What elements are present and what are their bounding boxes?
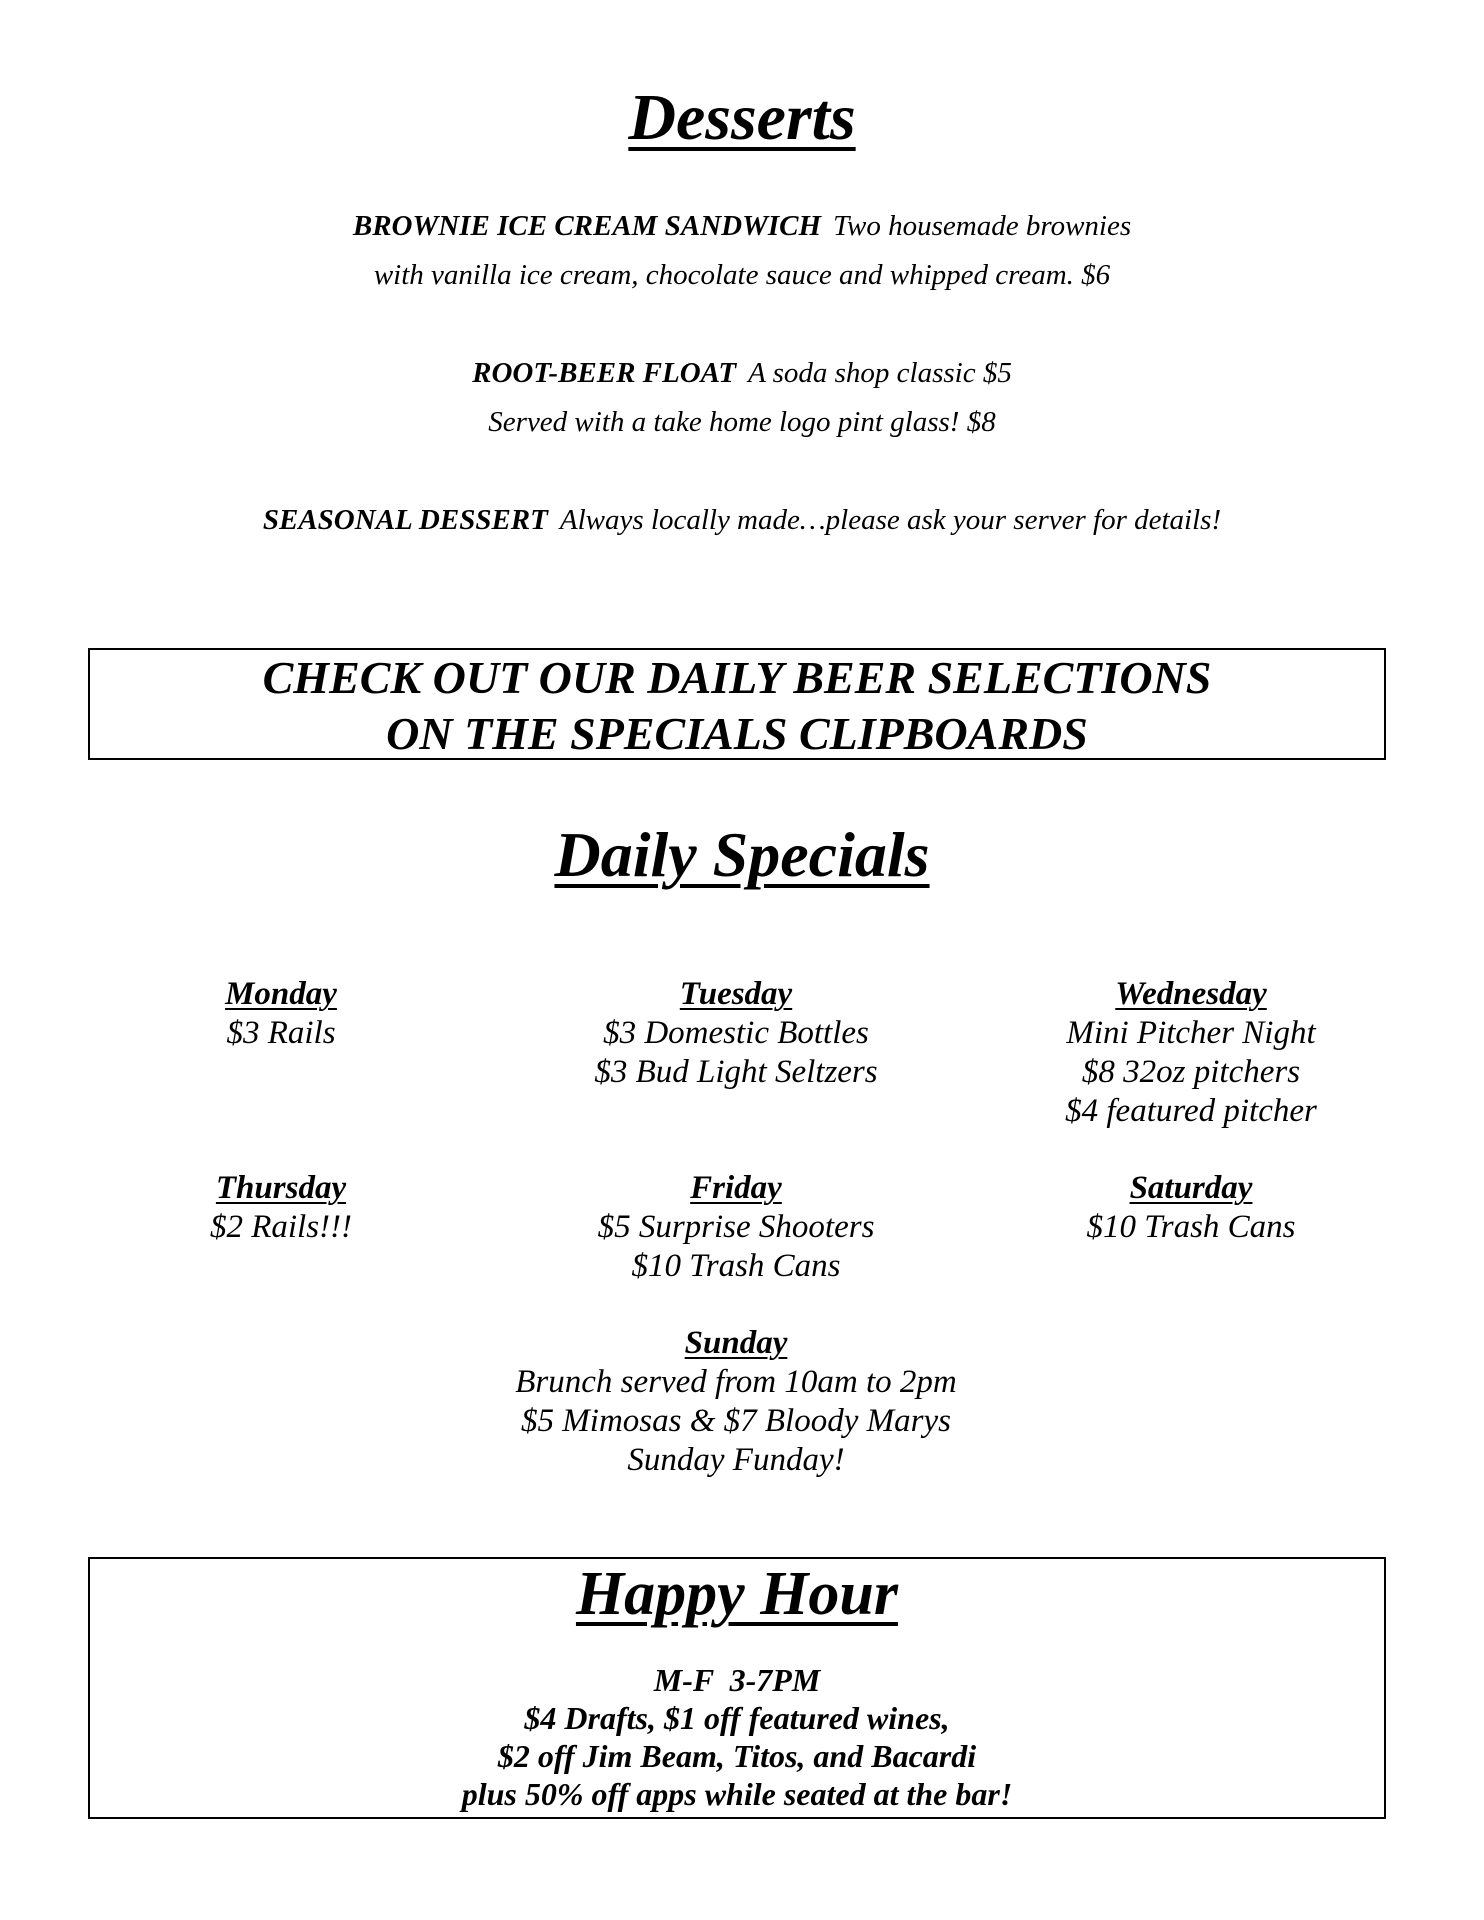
day-special: $10 Trash Cans: [1086, 1209, 1296, 1245]
happy-hour-line: plus 50% off apps while seated at the bar!: [461, 1776, 1013, 1812]
day-special: $4 featured pitcher: [1065, 1093, 1317, 1129]
day-tuesday: [532, 975, 940, 1092]
dessert-item-seasonal: [0, 503, 1484, 538]
day-sunday: [442, 1324, 1030, 1480]
day-special: $2 Rails!!!: [209, 1209, 353, 1245]
day-name: Tuesday: [679, 976, 793, 1012]
day-thursday: [141, 1169, 421, 1247]
day-saturday: [1024, 1169, 1358, 1247]
day-special: $3 Rails: [226, 1015, 336, 1051]
day-monday: [141, 975, 421, 1053]
happy-hour-box: [88, 1557, 1386, 1819]
dessert-description-line: with vanilla ice cream, chocolate sauce and whipped cream. $6: [373, 259, 1111, 291]
day-name: Monday: [225, 976, 337, 1012]
happy-hour-line: $4 Drafts, $1 off featured wines,: [524, 1700, 950, 1736]
beer-selection-notice: [88, 648, 1386, 760]
dessert-item-brownie: [0, 209, 1484, 244]
day-special: $5 Mimosas & $7 Bloody Marys: [521, 1403, 951, 1439]
daily-specials-title: Daily Specials: [554, 819, 930, 890]
day-special: $3 Bud Light Seltzers: [594, 1054, 878, 1090]
day-special: Mini Pitcher Night: [1066, 1015, 1316, 1051]
day-special: $3 Domestic Bottles: [603, 1015, 869, 1051]
dessert-name: BROWNIE ICE CREAM SANDWICH: [352, 210, 822, 242]
day-special: $10 Trash Cans: [631, 1248, 841, 1284]
happy-hour-line: $2 off Jim Beam, Titos, and Bacardi: [497, 1738, 977, 1774]
day-name: Sunday: [684, 1325, 788, 1361]
dessert-description: Two housemade brownies: [833, 210, 1132, 242]
day-friday: [532, 1169, 940, 1286]
dessert-item-root-beer-float: [0, 356, 1484, 391]
happy-hour-title: Happy Hour: [575, 1560, 899, 1628]
dessert-name: SEASONAL DESSERT: [262, 504, 548, 536]
beer-notice-line-1: CHECK OUT OUR DAILY BEER SELECTIONS: [262, 652, 1212, 703]
happy-hour-line: M-F 3-7PM: [653, 1662, 821, 1698]
day-special: $5 Surprise Shooters: [597, 1209, 875, 1245]
day-special: Sunday Funday!: [627, 1442, 845, 1478]
dessert-description-line: Served with a take home logo pint glass! $8: [488, 406, 996, 438]
day-name: Wednesday: [1115, 976, 1267, 1012]
day-name: Thursday: [215, 1170, 347, 1206]
desserts-title: Desserts: [628, 81, 856, 154]
day-wednesday: [1024, 975, 1358, 1131]
dessert-description: Always locally made…please ask your server for details!: [559, 504, 1222, 536]
beer-notice-line-2: ON THE SPECIALS CLIPBOARDS: [386, 708, 1088, 759]
day-name: Friday: [690, 1170, 782, 1206]
day-special: $8 32oz pitchers: [1081, 1054, 1301, 1090]
dessert-name: ROOT-BEER FLOAT: [472, 357, 737, 389]
day-special: Brunch served from 10am to 2pm: [515, 1364, 957, 1400]
happy-hour-details: [90, 1661, 1384, 1813]
day-name: Saturday: [1129, 1170, 1253, 1206]
dessert-description: A soda shop classic $5: [748, 357, 1012, 389]
